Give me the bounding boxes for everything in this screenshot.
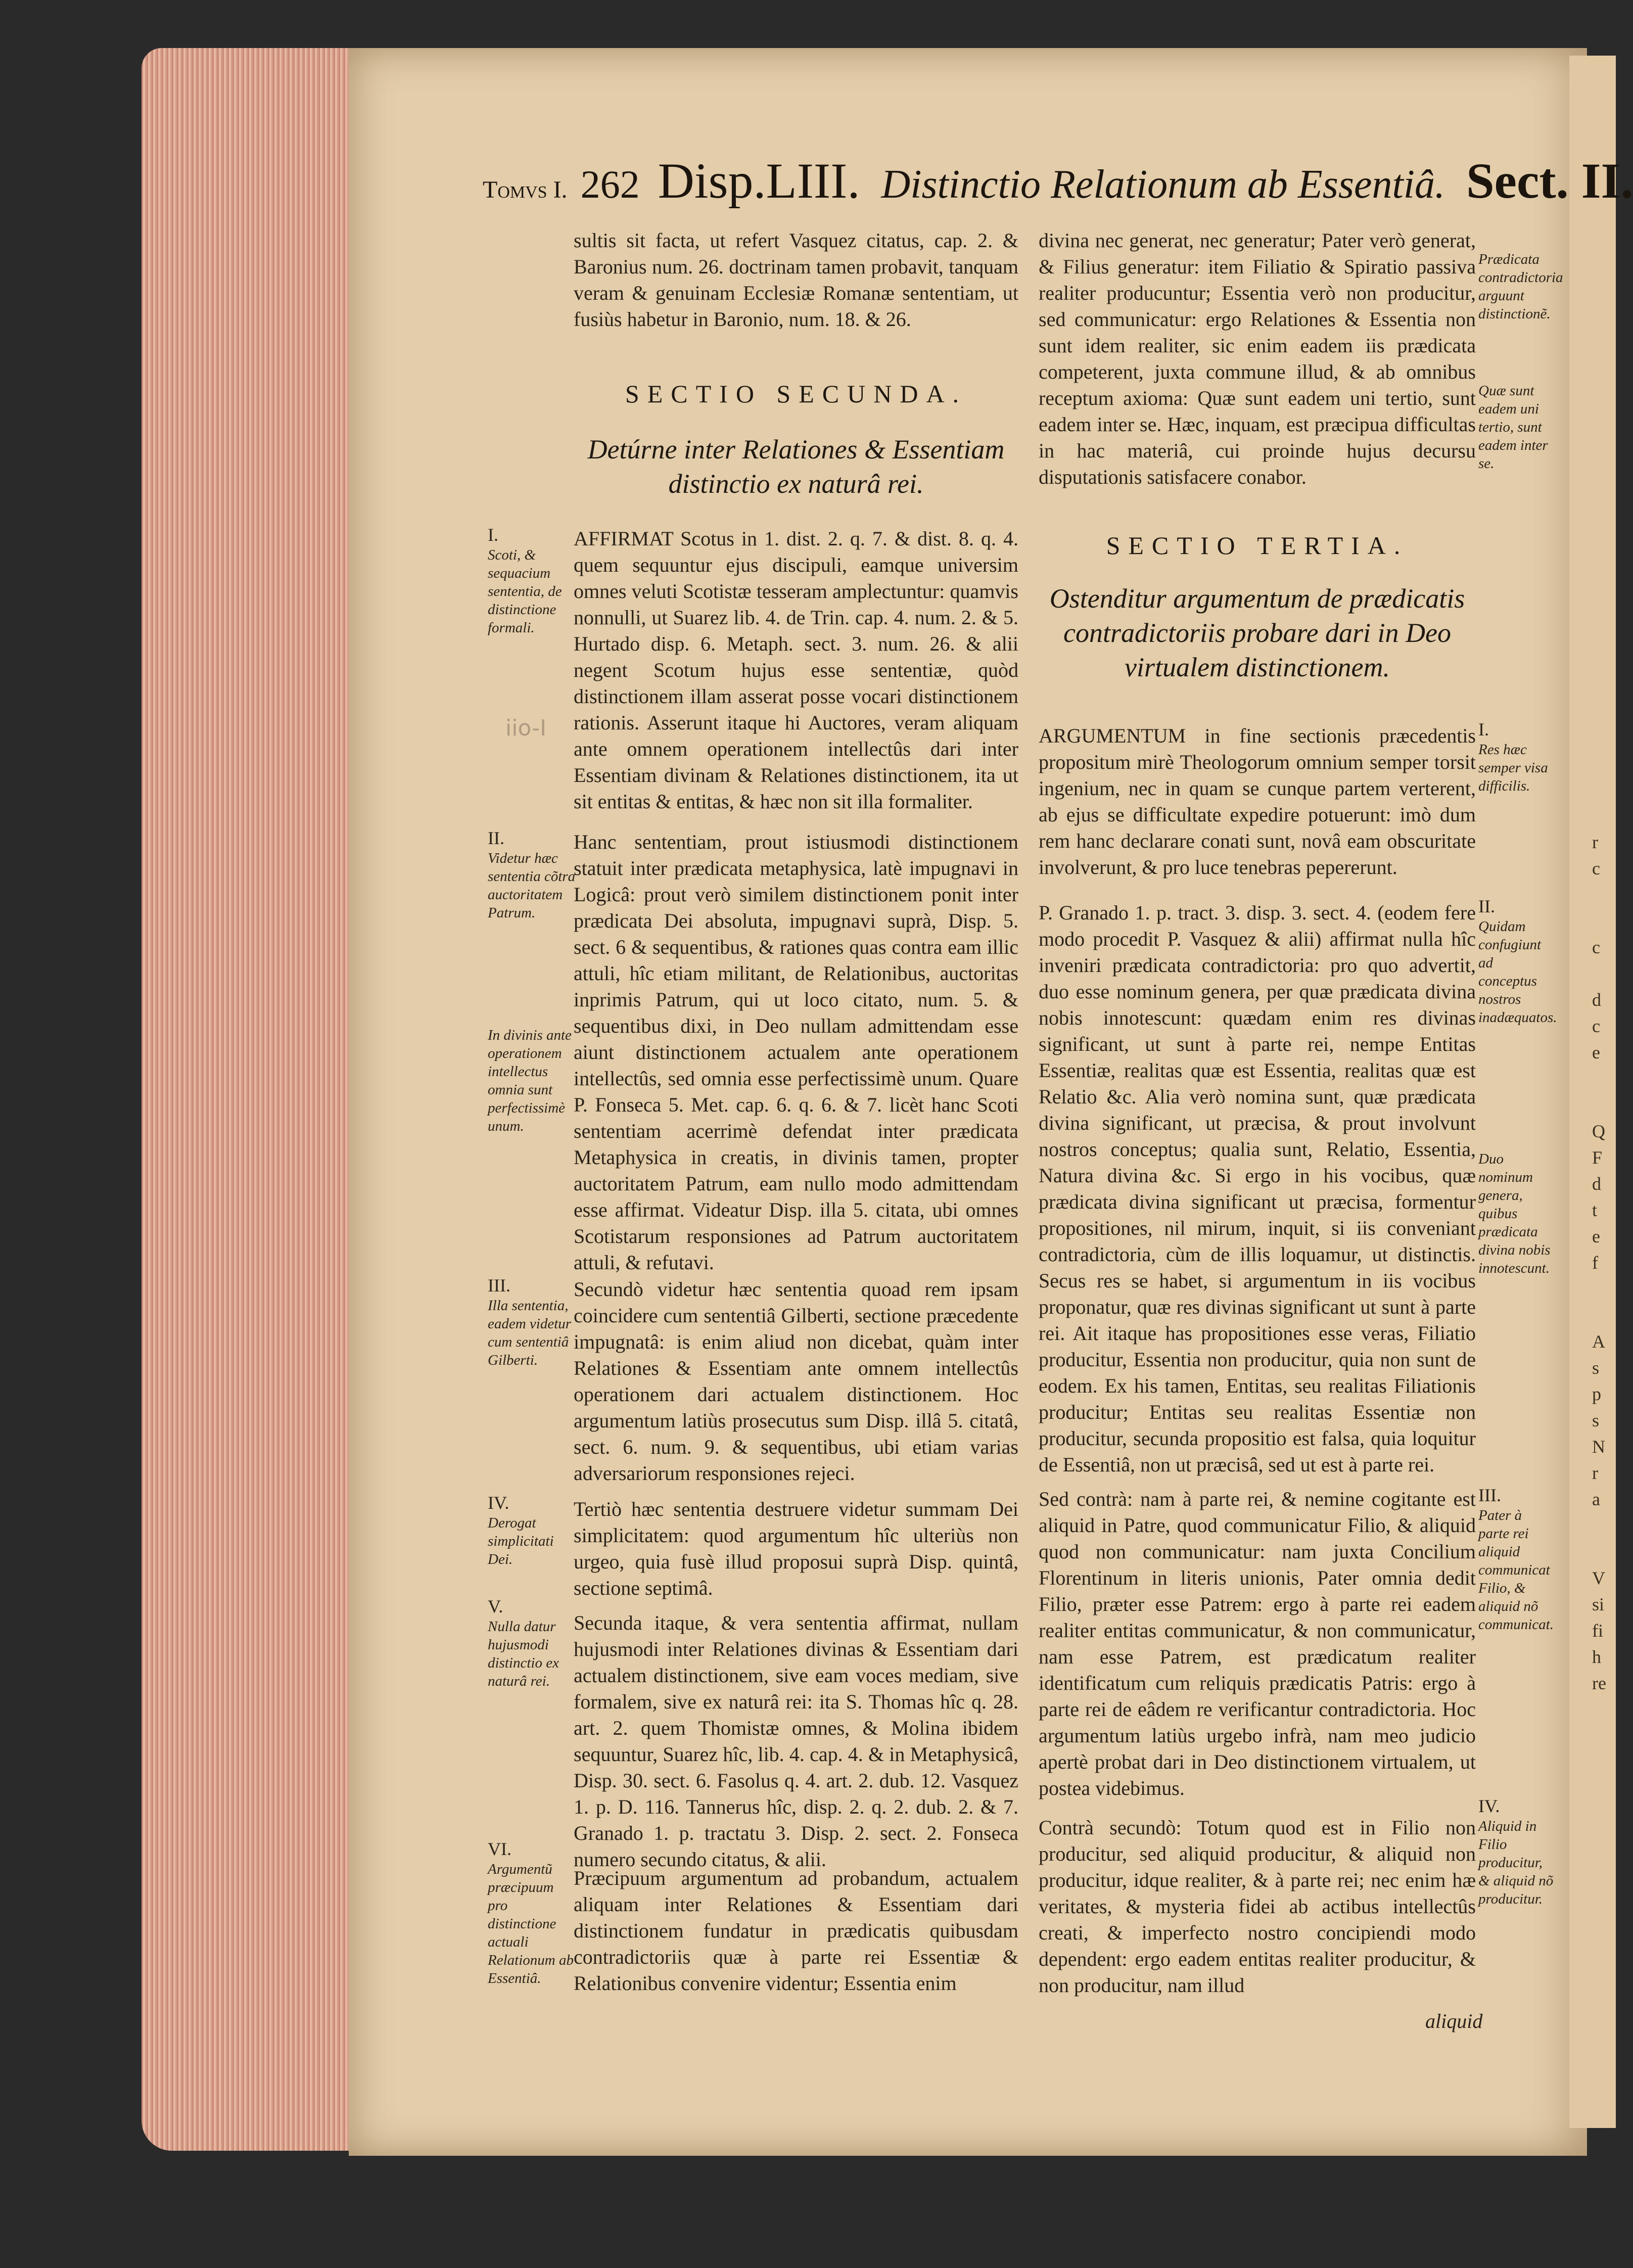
- margin-note-left: [488, 1597, 576, 1690]
- facing-page-fragments: [1592, 829, 1615, 1696]
- facing-page-fragment: p: [1592, 1384, 1601, 1404]
- margin-note-right: [1478, 896, 1557, 1027]
- page-number: 262: [580, 162, 640, 206]
- header-section: Sect. II.: [1466, 153, 1633, 209]
- margin-note-number: I.: [1478, 719, 1489, 739]
- margin-note-text: Prædicata contradictoria arguunt distinctionẽ.: [1478, 251, 1563, 322]
- section-subtitle-tertia: Ostenditur argumentum de prædicatis contradictoriis probare dari in Deo virtualem distinctionem.: [1049, 583, 1465, 682]
- facing-page-fragment: fi: [1592, 1621, 1603, 1641]
- facing-page-fragment: s: [1592, 1410, 1600, 1430]
- margin-note-number: I.: [488, 525, 498, 545]
- margin-note-text: Nulla datur hujusmodi distinctio ex naturâ rei.: [488, 1618, 559, 1689]
- header-tomus: Tomvs I.: [483, 176, 568, 203]
- facing-page-fragment: a: [1592, 1489, 1600, 1509]
- right-intro-paragraph: divina nec generat, nec generatur; Pater verò generat, & Filius generatur: item Filiatio & Spiratio passiva realiter producuntur; Essentia verò non producitur, sed communicatur: ergo Relationes & Essentia non sunt idem realiter, sic enim eadem iis prædicata competerent, juxta commune illud, & ab omnibus receptum axioma: Quæ sunt eadem uni tertio, sunt eadem inter se. Hæc, inquam, est præcipua difficultas in hac materiâ, cui proinde hujus decursu disputationis satisfacere conabor.: [1039, 229, 1476, 488]
- margin-note-number: VI.: [488, 1839, 511, 1859]
- paragraph-r3: Sed contrà: nam à parte rei, & nemine cogitante est aliquid in Patre, quod communicatur Filio, & aliquid quod non communicatur: nam juxta Concilium Florentinum in literis unionis, Pater omnia dedit Filio, præter esse Patrem: ergo à parte rei eadem realiter entitas communicatur, & non communicatur, nam esse Patrem, est prædicatum realiter identificatum cum reliquis prædicatis Patris: ergo à parte rei de eâdem re verificantur contradictoria. Hoc argumentum latiùs urgebo infrà, nam meo judicio apertè probat dari in Deo distinctionem virtualem, ut postea videbimus.: [1039, 1488, 1476, 1799]
- facing-page-fragment: [1592, 1066, 1615, 1092]
- facing-page-fragment: [1592, 908, 1615, 934]
- facing-page-fragment: e: [1592, 1226, 1600, 1246]
- facing-page-fragment: e: [1592, 1042, 1600, 1062]
- facing-page-fragment: c: [1592, 1016, 1600, 1036]
- header-disputation: Disp.LIII.: [658, 153, 860, 209]
- facing-page-fragment: d: [1592, 1174, 1601, 1194]
- margin-note-number: V.: [488, 1596, 503, 1616]
- paragraph-p3: Secundò videtur hæc sententia quoad rem ipsam coincidere cum sententiâ Gilberti, sectione præcedente impugnatâ: is enim aliud non dicebat, quàm inter Relationes & Essentiam ante omnem intellectûs operationem dari actualem distinctionem. Hoc argumentum latiùs prosecutus sum Disp. illâ 5. citatâ, sect. 6. num. 9. & sequentibus, ubi etiam varias adversariorum responsiones rejeci.: [574, 1278, 1018, 1485]
- margin-note-number: IV.: [488, 1493, 509, 1513]
- facing-page-fragment: d: [1592, 990, 1601, 1010]
- running-header: [483, 152, 1633, 222]
- facing-page-fragment: h: [1592, 1647, 1601, 1667]
- margin-note-text: Quæ sunt eadem uni tertio, sunt eadem inter se.: [1478, 383, 1548, 472]
- margin-note-text: Videtur hæc sententia cõtra auctoritatem Patrum.: [488, 850, 576, 921]
- margin-note-right: [1478, 1150, 1554, 1277]
- margin-note-number: III.: [1478, 1485, 1501, 1505]
- facing-page-fragment: [1592, 1539, 1615, 1565]
- margin-note-number: III.: [488, 1275, 510, 1295]
- margin-note-left: [488, 526, 576, 637]
- book-fore-edge: [142, 48, 354, 2151]
- paragraph-p6: Præcipuum argumentum ad probandum, actualem aliquam inter Relationes & Essentiam dari distinctionem fundatur in prædicatis quibusdam contradictoriis quæ à parte rei Essentiæ & Relationibus convenire videntur; Essentia enim: [574, 1867, 1018, 1995]
- header-title: Distinctio Relationum ab Essentiâ.: [881, 162, 1445, 207]
- facing-page-fragment: [1592, 882, 1615, 908]
- facing-page-fragment: V: [1592, 1568, 1605, 1588]
- facing-page-fragment: N: [1592, 1437, 1605, 1457]
- margin-note-right: [1478, 1797, 1554, 1908]
- margin-note-right: [1478, 720, 1554, 795]
- margin-note-text: Pater à parte rei aliquid communicat Filio, & aliquid nõ communicat.: [1478, 1507, 1554, 1633]
- facing-page-fragment: r: [1592, 832, 1598, 852]
- facing-page-fragment: [1592, 1302, 1615, 1328]
- margin-note-text: Derogat simplicitati Dei.: [488, 1515, 554, 1567]
- paragraph-r4: Contrà secundò: Totum quod est in Filio non producitur, sed aliquid producitur, & aliquid non producitur, idque realiter, & à parte rei; nec enim hæ veritates, & mysteria fidei ab actibus intellectûs creati, & imperfecto nostro concipiendi modo dependent: ergo eadem entitas realiter producitur, & non producitur, nam illud: [1039, 1816, 1476, 1997]
- margin-note-number: II.: [1478, 896, 1495, 916]
- margin-note-text: Aliquid in Filio producitur, & aliquid nõ producitur.: [1478, 1818, 1554, 1907]
- facing-page-fragment: [1592, 1276, 1615, 1302]
- facing-page-fragment: F: [1592, 1147, 1603, 1168]
- margin-note-left: [488, 1494, 576, 1568]
- facing-page-fragment: r: [1592, 1463, 1598, 1483]
- facing-page-fragment: c: [1592, 937, 1600, 957]
- margin-note-left: [488, 1276, 576, 1369]
- paragraph-p1: AFFIRMAT Scotus in 1. dist. 2. q. 7. & dist. 8. q. 4. quem sequuntur ejus discipuli, eamque universim omnes veluti Scotistæ tesseram amplectuntur: quamvis nonnulli, ut Suarez lib. 4. de Trin. cap. 4. num. 2. & 5. Hurtado disp. 6. Metaph. sect. 3. num. 26. & alii negent Scotum hujus esse sententiæ, quòd distinctionem illam asserat posse vocari distinctionem rationis. Asserunt itaque hi Auctores, veram aliquam ante omnem operationem intellectûs dari inter Essentiam divinam & Relationes distinctionem, ita ut sit entitas & entitas, & hæc non sit illa formaliter.: [574, 527, 1018, 813]
- margin-note-left: [488, 1026, 576, 1135]
- margin-note-text: Res hæc semper visa difficilis.: [1478, 742, 1548, 794]
- paragraph-p2: Hanc sententiam, prout istiusmodi distinctionem statuit inter prædicata metaphysica, latè impugnavi in Logicâ: prout verò similem distinctionem ponit inter prædicata Dei absoluta, impugnavi suprà, Disp. 5. sect. 6 & sequentibus, & rationes quas contra eam illic attuli, hîc etiam militant, de Relationibus, auctoritas inprimis Patrum, qui ut loco citato, num. 5. & sequentibus dixi, in Deo nullam admittendam esse aiunt distinctionem actualem ante operationem intellectûs, sed omnia esse perfectissimè unum. Quare P. Fonseca 5. Met. cap. 6. q. 6. & 7. licèt hanc Scoti sententiam acerrimè defendat inter prædicata Metaphysica in creatis, in divinis tamen, propter auctoritatem Patrum, eam nullo modo admittendam esse affirmat. Videatur Disp. illa 5. citata, ubi omnes Scotistarum responsiones ad Patrum auctoritatem attuli, & refutavi.: [574, 830, 1018, 1274]
- facing-page-fragment: si: [1592, 1594, 1605, 1614]
- facing-page-fragment: [1592, 1512, 1615, 1539]
- section-subtitle-secunda: Detúrne inter Relationes & Essentiam distinctio ex naturâ rei.: [587, 434, 1005, 499]
- paragraph-r1: ARGUMENTUM in fine sectionis præcedentis propositum mirè Theologorum omnium semper torsit ingenium, nec in quam se cunque partem verterent, ab ejus se difficultate expedire potuerunt: imò dum rem hanc declarare conati sunt, novâ eam obscuritate involverunt, & pro luce tenebras pepererunt.: [1039, 724, 1476, 878]
- margin-note-right: [1478, 1486, 1554, 1634]
- paragraph-r2: P. Granado 1. p. tract. 3. disp. 3. sect. 4. (eodem fere modo procedit P. Vasquez & alii) affirmat nulla hîc inveniri prædicata contradictoria: pro quo advertit, duo esse nominum genera, per quæ prædicata divina nobis innotescunt: quædam enim res divinas significant, ut sunt à parte rei, nempe Entitas Essentiæ, realitas quæ est Essentia, realitas quæ est Relatio &c. Alia verò nomina sunt, quæ prædicata divina significant, ut præcisa, & prout involvunt nostros conceptus; qualia sunt, Relatio, Essentia, Natura divina &c. Si ergo in his vocibus, quæ prædicata divina significant ut præcisa, formentur propositiones, nil mirum, inquit, si iis conveniant contradictoria, cùm de illis loquamur, ut distinctis. Secus res se habet, si argumentum in iis vocibus proponatur, quæ res divinas significant ut sunt à parte rei. Ait itaque has propositiones esse veras, Filiatio producitur, Essentia non producitur, quia non sunt de eodem. Ex his tamen, Entitas, seu realitas Filiationis producitur; Entitas seu realitas Essentiæ non producitur, secunda propositio est falsa, quia loquitur de Essentiâ, non ut præcisâ, sed ut est à parte rei.: [1039, 901, 1476, 1476]
- paragraph-p4: Tertiò hæc sententia destruere videtur summam Dei simplicitatem: quod argumentum hîc ulteriùs non urgeo, quia fusè illud proposui suprà Disp. quintâ, sectione septimâ.: [574, 1498, 1018, 1599]
- margin-note-left: [488, 829, 576, 922]
- section-title-tertia: SECTIO TERTIA.: [1106, 531, 1409, 560]
- facing-page-fragment: A: [1592, 1331, 1605, 1352]
- facing-page-fragment: c: [1592, 858, 1600, 878]
- margin-note-left: [488, 1840, 576, 1987]
- section-title-secunda: SECTIO SECUNDA.: [625, 380, 967, 408]
- margin-note-number: II.: [488, 828, 504, 848]
- facing-page-fragment: s: [1592, 1358, 1600, 1378]
- paragraph-p5: Secunda itaque, & vera sententia affirmat, nullam hujusmodi inter Relationes divinas & Essentiam dari actualem distinctionem, sive eam voces mediam, sive formalem, sive ex naturâ rei: ita S. Thomas hîc q. 28. art. 2. quem Thomistæ omnes, & Molina ibidem sequuntur, Suarez hîc, lib. 4. cap. 4. & in Metaphysicâ, Disp. 30. sect. 6. Fasolus q. 4. art. 2. dub. 12. Vasquez 1. p. D. 116. Tannerus hîc, disp. 2. q. 2. dub. 2. & 7. Granado 1. p. tractatu 3. Disp. 2. sect. 2. Fonseca numero secundo citatus, & alii.: [574, 1611, 1018, 1871]
- margin-note-text: Scoti, & sequacium sententia, de distinctione formali.: [488, 547, 562, 636]
- margin-note-right: [1478, 382, 1554, 473]
- left-intro-paragraph: sultis sit facta, ut refert Vasquez citatus, cap. 2. & Baronius num. 26. doctrinam tamen probavit, tanquam veram & genuinam Ecclesiæ Romanæ sententiam, ut fusiùs habetur in Baronio, num. 18. & 26.: [574, 229, 1018, 331]
- margin-note-text: Duo nominum genera, quibus prædicata divina nobis innotescunt.: [1478, 1151, 1551, 1276]
- margin-note-right: [1478, 250, 1563, 323]
- facing-page-fragment: Q: [1592, 1121, 1605, 1141]
- margin-note-text: Argumentũ præcipuum pro distinctione actuali Relationum ab Essentiâ.: [488, 1861, 574, 1986]
- facing-page-fragment: [1592, 1092, 1615, 1118]
- facing-page-fragment: f: [1592, 1253, 1598, 1273]
- margin-note-text: In divinis ante operationem intellectus omnia sunt perfectissimè unum.: [488, 1027, 572, 1134]
- facing-page-fragment: [1592, 960, 1615, 987]
- margin-note-number: IV.: [1478, 1796, 1500, 1816]
- pencil-mark: iio-I: [505, 715, 547, 741]
- margin-note-text: Illa sententia, eadem videtur cum sententiâ Gilberti.: [488, 1298, 572, 1368]
- catchword: aliquid: [1425, 2010, 1483, 2032]
- facing-page-fragment: re: [1592, 1673, 1606, 1693]
- facing-page-fragment: t: [1592, 1200, 1598, 1220]
- margin-note-text: Quidam confugiunt ad conceptus nostros inadæquatos.: [1478, 918, 1557, 1026]
